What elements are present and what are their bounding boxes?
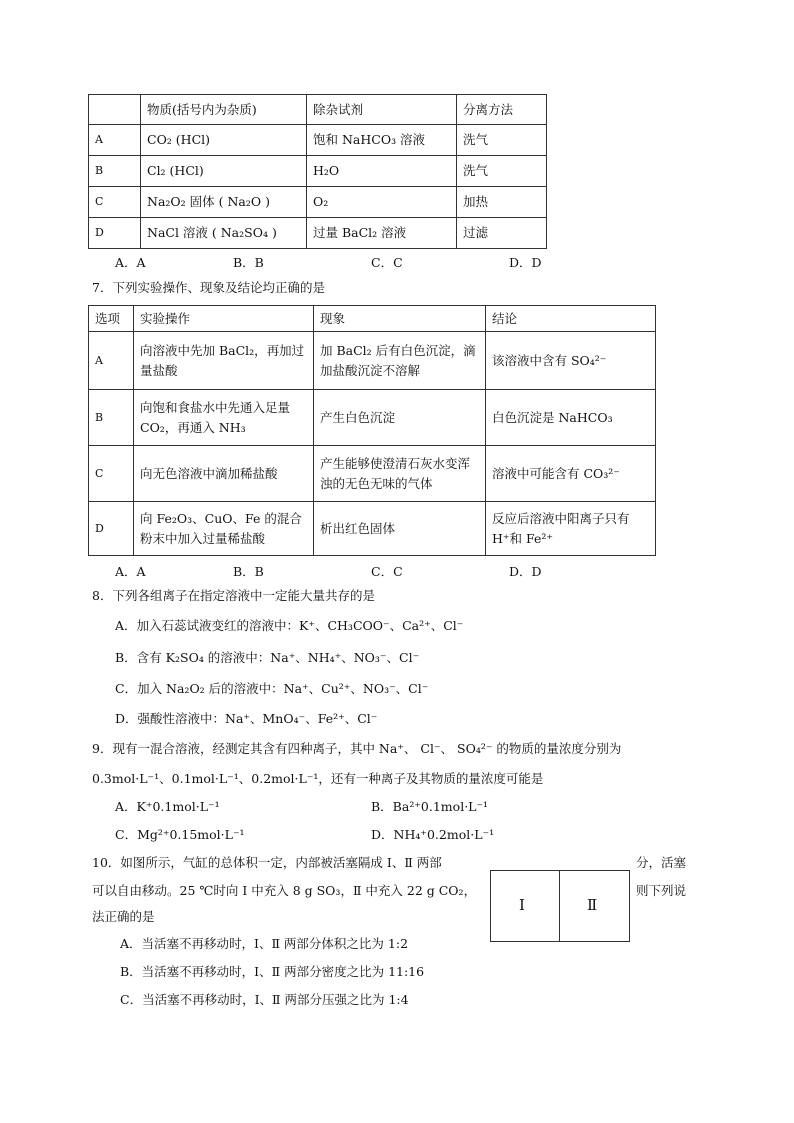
choice-d[interactable]: D．NH₄⁺0.2mol·L⁻¹ xyxy=(371,827,495,842)
cylinder-figure xyxy=(490,870,630,942)
table-header-row xyxy=(89,306,656,332)
table-cell: 洗气 xyxy=(457,125,547,156)
choice-c[interactable]: C．加入 Na₂O₂ 后的溶液中：Na⁺、Cu²⁺、NO₃⁻、Cl⁻ xyxy=(115,681,429,696)
table-cell: 向无色溶液中滴加稀盐酸 xyxy=(134,446,314,502)
row-label: A xyxy=(89,332,134,390)
row-label: C xyxy=(89,446,134,502)
table-cell: 过滤 xyxy=(457,218,547,249)
choice-a[interactable]: A．A xyxy=(115,255,146,270)
choice-b[interactable]: B．B xyxy=(233,255,264,270)
choice-d[interactable]: D．D xyxy=(509,564,542,579)
row-label: B xyxy=(89,156,141,187)
question-9-stem-line-1: 9．现有一混合溶液，经测定其含有四种离子，其中 Na⁺、 Cl⁻、 SO₄²⁻ 的物质的量浓度分别为 xyxy=(92,741,622,756)
table-row xyxy=(89,332,656,390)
row-label: D xyxy=(89,218,141,249)
purification-table xyxy=(88,94,547,249)
choice-a[interactable]: A．加入石蕊试液变红的溶液中：K⁺、CH₃COO⁻、Ca²⁺、Cl⁻ xyxy=(115,618,464,633)
table-cell: 该溶液中含有 SO₄²⁻ xyxy=(486,332,656,390)
table-cell: Cl₂ (HCl) xyxy=(141,156,307,187)
header-cell: 物质(括号内为杂质) xyxy=(141,95,307,125)
question-8-stem: 8．下列各组离子在指定溶液中一定能大量共存的是 xyxy=(92,588,375,603)
table-cell: 产生白色沉淀 xyxy=(314,390,486,446)
table-cell: Na₂O₂ 固体 ( Na₂O ) xyxy=(141,187,307,218)
table-cell: O₂ xyxy=(307,187,457,218)
experiment-table xyxy=(88,305,656,556)
table-header-row xyxy=(89,95,547,125)
table-cell: H₂O xyxy=(307,156,457,187)
question-10-stem-line-2-end: 则下列说 xyxy=(636,883,687,898)
table-cell: 产生能够使澄清石灰水变浑浊的无色无味的气体 xyxy=(314,446,486,502)
header-cell: 实验操作 xyxy=(134,306,314,332)
table-row xyxy=(89,218,547,249)
piston-divider xyxy=(559,871,560,941)
question-7-stem: 7．下列实验操作、现象及结论均正确的是 xyxy=(92,280,325,295)
choice-c[interactable]: C．Mg²⁺0.15mol·L⁻¹ xyxy=(115,827,245,842)
table-row xyxy=(89,502,656,556)
table-cell: 反应后溶液中阳离子只有 H⁺和 Fe²⁺ xyxy=(486,502,656,556)
question-10-stem-line-2: 可以自由移动。25 ℃时向 Ⅰ 中充入 8 g SO₃，Ⅱ 中充入 22 g CO₂， xyxy=(92,883,477,898)
choice-a[interactable]: A．K⁺0.1mol·L⁻¹ xyxy=(115,799,220,814)
header-cell xyxy=(89,95,141,125)
choice-c[interactable]: C．当活塞不再移动时，Ⅰ、Ⅱ 两部分压强之比为 1:4 xyxy=(120,992,409,1007)
row-label: B xyxy=(89,390,134,446)
table-cell: 向 Fe₂O₃、CuO、Fe 的混合粉末中加入过量稀盐酸 xyxy=(134,502,314,556)
choice-b[interactable]: B．Ba²⁺0.1mol·L⁻¹ xyxy=(371,799,489,814)
choice-d[interactable]: D．D xyxy=(509,255,542,270)
table-cell: 向饱和食盐水中先通入足量 CO₂，再通入 NH₃ xyxy=(134,390,314,446)
row-label: D xyxy=(89,502,134,556)
table-cell: 溶液中可能含有 CO₃²⁻ xyxy=(486,446,656,502)
header-cell: 结论 xyxy=(486,306,656,332)
choice-a[interactable]: A．A xyxy=(115,564,146,579)
row-label: C xyxy=(89,187,141,218)
table-cell: 洗气 xyxy=(457,156,547,187)
choice-a[interactable]: A．当活塞不再移动时，Ⅰ、Ⅱ 两部分体积之比为 1:2 xyxy=(120,936,409,951)
question-9-stem-line-2: 0.3mol·L⁻¹、0.1mol·L⁻¹、0.2mol·L⁻¹，还有一种离子及其物质的量浓度可能是 xyxy=(92,771,544,786)
table-row xyxy=(89,156,547,187)
table-cell: 饱和 NaHCO₃ 溶液 xyxy=(307,125,457,156)
choice-b[interactable]: B．B xyxy=(233,564,264,579)
table-row xyxy=(89,125,547,156)
table-cell: CO₂ (HCl) xyxy=(141,125,307,156)
table-row xyxy=(89,187,547,218)
choice-c[interactable]: C．C xyxy=(371,564,403,579)
choice-c[interactable]: C．C xyxy=(371,255,403,270)
header-cell: 选项 xyxy=(89,306,134,332)
table-cell: 加热 xyxy=(457,187,547,218)
table-row xyxy=(89,446,656,502)
header-cell: 除杂试剂 xyxy=(307,95,457,125)
choice-b[interactable]: B．当活塞不再移动时，Ⅰ、Ⅱ 两部分密度之比为 11:16 xyxy=(120,964,425,979)
table-cell: 过量 BaCl₂ 溶液 xyxy=(307,218,457,249)
row-label: A xyxy=(89,125,141,156)
table-cell: 析出红色固体 xyxy=(314,502,486,556)
choice-b[interactable]: B．含有 K₂SO₄ 的溶液中：Na⁺、NH₄⁺、NO₃⁻、Cl⁻ xyxy=(115,650,420,665)
choice-d[interactable]: D．强酸性溶液中：Na⁺、MnO₄⁻、Fe²⁺、Cl⁻ xyxy=(115,711,378,726)
header-cell: 现象 xyxy=(314,306,486,332)
header-cell: 分离方法 xyxy=(457,95,547,125)
chamber-label-right: Ⅱ xyxy=(587,896,598,914)
question-10-stem-line-1-end: 分，活塞 xyxy=(636,855,687,870)
table-cell: NaCl 溶液 ( Na₂SO₄ ) xyxy=(141,218,307,249)
question-10-stem-line-3: 法正确的是 xyxy=(92,909,155,924)
table-cell: 加 BaCl₂ 后有白色沉淀，滴加盐酸沉淀不溶解 xyxy=(314,332,486,390)
table-row xyxy=(89,390,656,446)
chamber-label-left: Ⅰ xyxy=(519,896,525,914)
table-cell: 白色沉淀是 NaHCO₃ xyxy=(486,390,656,446)
question-10-stem-line-1: 10．如图所示，气缸的总体积一定，内部被活塞隔成 Ⅰ、Ⅱ 两部 xyxy=(92,855,442,870)
table-cell: 向溶液中先加 BaCl₂，再加过量盐酸 xyxy=(134,332,314,390)
